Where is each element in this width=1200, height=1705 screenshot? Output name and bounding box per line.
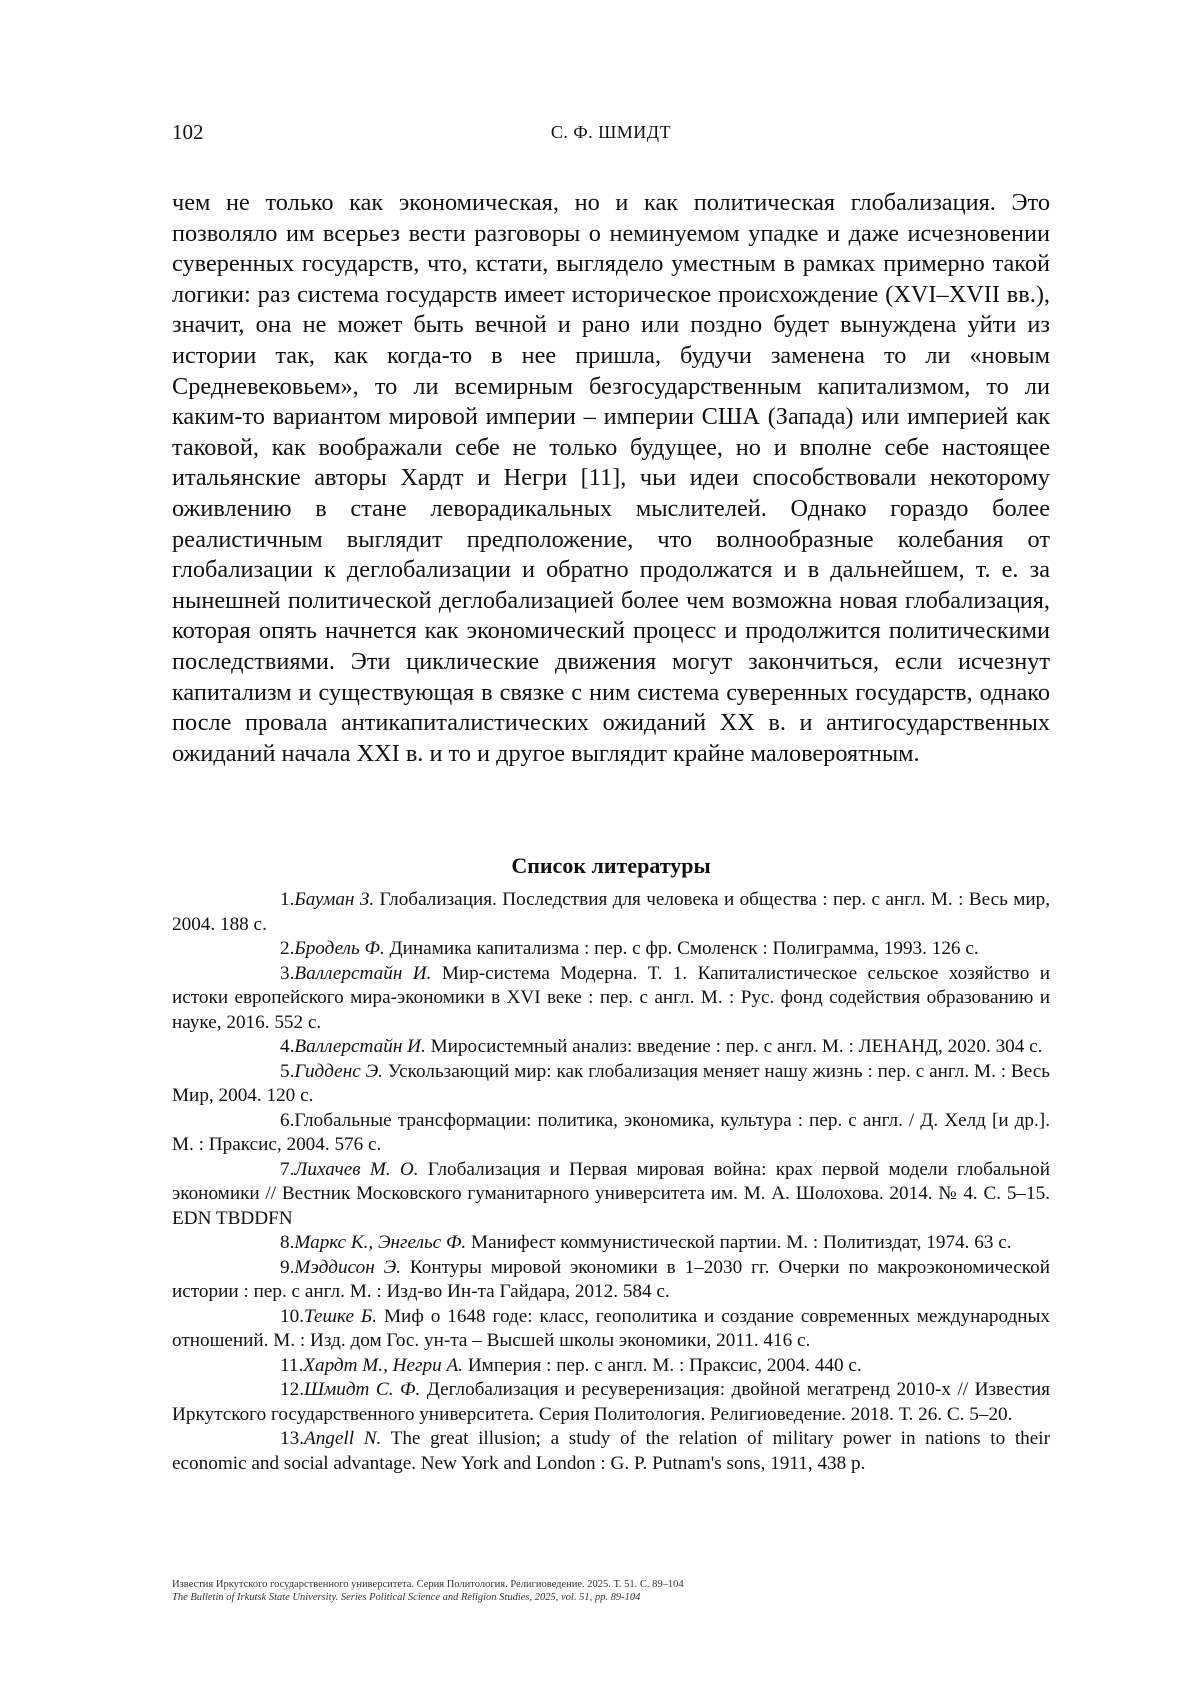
references-list [172,888,1050,1476]
reference-item [172,937,1050,962]
reference-item [172,1354,1050,1379]
reference-author: Angell N. [303,1428,382,1449]
page-number: 102 [172,120,204,144]
reference-author: Шмидт С. Ф. [303,1379,421,1400]
page-header [172,120,1050,150]
page-footer [172,1578,1050,1604]
reference-author: Хардт М., Негри А. [303,1354,464,1376]
footer-citation-ru: Известия Иркутского государственного университета. Серия Политология. Религиоведение. 2025. Т. 51. С. 89–104 [172,1579,684,1590]
reference-author: Тешке Б. [303,1305,378,1327]
reference-text: Глобальные трансформации: политика, экономика, культура : пер. с англ. / Д. Хелд [и др.]. М. : Праксис, 2004. 576 с. [172,1109,1050,1155]
reference-number: 13. [280,1428,304,1449]
reference-number: 1. [280,889,295,910]
reference-item [172,1427,1050,1476]
reference-number: 5. [280,1060,295,1082]
reference-item [172,1158,1050,1232]
reference-author: Маркс К., Энгельс Ф. [294,1232,467,1253]
reference-number: 8. [280,1232,295,1253]
reference-item [172,1060,1050,1109]
footer-citation-en: The Bulletin of Irkutsk State University. Series Political Science and Religion Studies, 2025, vol. 51, pp. 89-104 [172,1592,641,1603]
reference-text: Глобализация и Первая мировая война: крах первой модели глобальной экономики // Вестник Московского гуманитарного университета им. М. А. Шолохова. 2014. № 4. С. 5–15. EDN TBDDFN [172,1158,1050,1229]
reference-item [172,1256,1050,1305]
reference-author: Лихачев М. О. [294,1158,419,1180]
reference-item [172,1109,1050,1158]
reference-author: Бауман З. [294,889,375,910]
reference-number: 7. [280,1158,295,1180]
reference-item [172,1378,1050,1427]
references-title: Список литературы [511,853,711,878]
reference-number: 12. [280,1379,304,1400]
reference-author: Валлерстайн И. [294,1036,426,1057]
reference-text: Манифест коммунистической партии. М. : Политиздат, 1974. 63 с. [466,1232,1012,1253]
reference-item [172,1035,1050,1060]
reference-number: 4. [280,1036,295,1057]
reference-text: Ускользающий мир: как глобализация меняет нашу жизнь : пер. с англ. М. : Весь Мир, 2004. 120 с. [172,1060,1050,1106]
running-title: С. Ф. ШМИДТ [550,122,672,142]
reference-author: Мэддисон Э. [294,1256,402,1278]
reference-author: Валлерстайн И. [294,962,432,984]
reference-text: The great illusion; a study of the relation of military power in nations to their economic and social advantage. New York and London : G. P. Putnam's sons, 1911, 438 p. [172,1428,1050,1474]
reference-author: Гидденс Э. [294,1060,383,1082]
reference-text: Империя : пер. с англ. М. : Праксис, 2004. 440 с. [463,1354,862,1376]
reference-text: Мир-система Модерна. Т. 1. Капиталистическое сельское хозяйство и истоки европейского мира-экономики в XVI веке : пер. с англ. М. : Рус. фонд содействия образованию и науке, 2016. 552 с. [172,962,1050,1033]
reference-item [172,1231,1050,1256]
reference-number: 6. [280,1109,295,1131]
reference-item [172,888,1050,937]
reference-number: 10. [280,1305,304,1327]
reference-text: Контуры мировой экономики в 1–2030 гг. Очерки по макроэкономической истории : пер. с англ. М. : Изд-во Ин-та Гайдара, 2012. 584 с. [172,1256,1050,1302]
reference-number: 11. [280,1354,304,1376]
reference-text: Миросистемный анализ: введение : пер. с англ. М. : ЛЕНАНД, 2020. 304 с. [425,1036,1043,1057]
reference-text: Глобализация. Последствия для человека и общества : пер. с англ. М. : Весь мир, 2004. 188 с. [172,889,1051,935]
reference-author: Бродель Ф. [294,938,385,959]
reference-text: Миф о 1648 годе: класс, геополитика и создание современных международных отношений. М. : Изд. дом Гос. ун-та – Высшей школы экономики, 2011. 416 с. [172,1305,1050,1351]
reference-number: 9. [280,1256,295,1278]
reference-item [172,962,1050,1036]
reference-item [172,1305,1050,1354]
body-paragraph: чем не только как экономическая, но и как политическая глобализация. Это позволяло им всерьез вести разговоры о неминуемом упадке и даже исчезновении суверенных государств, что, кстати, выглядело уместным в рамках примерно такой логики: раз система государств имеет историческое происхождение (XVI–XVII вв.), значит, она не может быть вечной и рано или поздно будет вынуждена уйти из истории так, как когда-то в нее пришла, будучи заменена то ли «новым Средневековьем», то ли всемирным безгосударственным капитализмом, то ли каким-то вариантом мировой империи – империи США (Запада) или империей как таковой, как воображали себе не только будущее, но и вполне себе настоящее итальянские авторы Хардт и Негри [11], чьи идеи способствовали некоторому оживлению в стане леворадикальных мыслителей. Однако гораздо более реалистичным выглядит предположение, что волнообразные колебания от глобализации к деглобализации и обратно продолжатся и в дальнейшем, т. е. за нынешней политической деглобализацией более чем возможна новая глобализация, которая опять начнется как экономический процесс и продолжится политическими последствиями. Эти циклические движения могут закончиться, если исчезнут капитализм и существующая в связке с ним система суверенных государств, однако после провала антикапиталистических ожиданий XX в. и антигосударственных ожиданий начала XXI в. и то и другое выглядит крайне маловероятным. [172,189,1050,767]
reference-number: 2. [280,938,295,959]
reference-number: 3. [280,962,295,984]
reference-text: Динамика капитализма : пер. с фр. Смоленск : Полиграмма, 1993. 126 с. [384,938,979,959]
reference-text: Деглобализация и ресуверенизация: двойной мегатренд 2010-х // Известия Иркутского государственного университета. Серия Политология. Религиоведение. 2018. Т. 26. С. 5–20. [172,1379,1050,1425]
